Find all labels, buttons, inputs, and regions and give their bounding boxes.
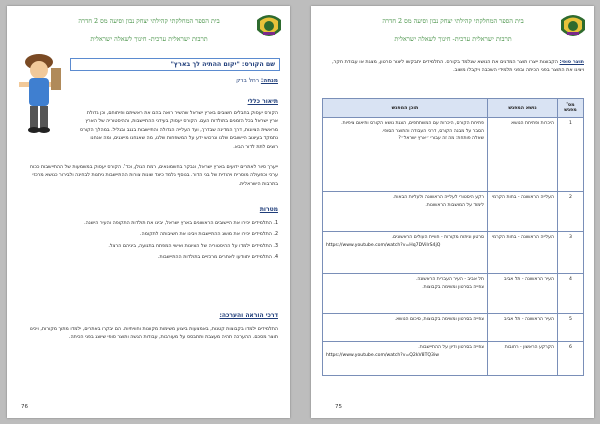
meeting-topic: העלייה הראשונה - בחות הקרמי (488, 232, 558, 274)
cartoon-character-icon (9, 48, 67, 140)
header-meeting-content: תוכן המפגש (323, 99, 488, 118)
content-line: סרטון וניתוח מקורות - חוויית העולים הראשונים. (391, 235, 484, 240)
table-header-row (323, 99, 584, 118)
school-logo-icon (558, 12, 588, 42)
goals-list (28, 220, 278, 266)
content-line: פתיחת הקורס, היכרות עם המשתתפים, הצגת נושא הקורס ותיאום ציפיות. (341, 121, 484, 126)
page-number: 75 (335, 404, 342, 410)
meeting-number: 5 (558, 314, 584, 342)
goal-item: 4. התלמידים יתוודעו לאתרים מרכזיים בתולדות ההתיישבות. (157, 255, 278, 261)
meeting-number: 2 (558, 192, 584, 232)
meeting-topic: העיר הראשונה - תל אביב (488, 274, 558, 314)
meeting-content (323, 118, 488, 192)
goal-item: 2. התלמידים יכירו את מושג ההתיישבות ויבינו את חשיבותה לתקומה. (139, 232, 278, 238)
content-line: שאלה פותחת: מה זה עבורי ״ארץ ישראל״? (398, 136, 484, 142)
goals-heading: מטרות (259, 206, 278, 213)
meeting-topic: העיר הראשונה - תל אביב (488, 314, 558, 342)
meeting-number: 6 (558, 342, 584, 376)
goal-item: 3. התלמידים ילמדו על ההיסטוריה של הציונות ואישי המפתח בתנועה, ביניהם הרצל. (108, 243, 278, 249)
header-meeting-topic: נושא המפגש (488, 99, 558, 118)
table-row (323, 192, 584, 232)
header-meeting-number: מס' מפגש (558, 99, 584, 118)
general-heading: תיאור כללי (247, 98, 278, 105)
guide-label: מנחה: (260, 78, 278, 84)
goal-item: 1. התלמידים יכירו את היישובים הראשונים בארץ ישראל, יבינו את תולדות התקופה והעיר הישנה. (84, 221, 278, 226)
header-subtitle: תרבות ישראלית ערכית- חינוך לשאלה ישראלית (90, 35, 208, 43)
school-logo-icon (254, 12, 284, 42)
page-header (317, 12, 588, 46)
header-subtitle: תרבות ישראלית ערכית- חינוך לשאלה ישראלית (394, 35, 512, 43)
header-school-name: בית הספר המחלקתי קהילתי יצחק נבון וסיעה מס 2 חדרה (382, 17, 524, 25)
table-row (323, 274, 584, 314)
meeting-content (323, 342, 488, 376)
table-row (323, 118, 584, 192)
meeting-topic: העלייה הראשונה - בחות הקרמי (488, 192, 558, 232)
course-guide (236, 78, 278, 84)
table-row (323, 232, 584, 274)
meeting-number: 1 (558, 118, 584, 192)
meeting-content (323, 232, 488, 274)
meeting-content (323, 192, 488, 232)
final-product-label: תוצר סופי: (559, 59, 584, 65)
document-page-75 (311, 6, 594, 418)
general-text: הקורס יעסוק בחבלים חשובים בארץ ישראל שהשיר רואה בהם את ראשיתם ופיתוחם, וכן גדולת ארץ ישראל בכל הזמנים בתולדות העם. הקורס יעסוק בעידני ההתיישבות, וההיסטוריה של הארץ מראשית הציונות, דרך המדינה שבדרך, ועד העלייה הגדולה והתיישבות בנגב ובגליל. במהלך הקורס נתמקד בעיצוב היישובים שלנו ונרכוש ידע על המשפחות שלנו, מה שאנחנו מייצגים, ומה אנחנו רוצים לתת לדור הבא. (79, 111, 278, 150)
youtube-link[interactable]: https://www.youtube.com/watch?v=Q2kV8TQ3iw (326, 352, 439, 358)
general-text-2: ייערך סיור לאתרים ידועים בארץ ישראל, ונבקר בחשמונאים, רמת הגולן, וכד'. הקורס יעסוק במשמעות של ההתיישבות ככוח ערכי וכפעולה מוסרית ויהודית של בני הדור. בנוסף נלמד כיצד שונות צורות ההתיישבות ניתנות לבחינה ולבירור כנושא מרכזי בתרבות הישראלית. (29, 165, 278, 187)
content-line: צפייה בסרטון ומשימה בקבוצות, סיכום הנושא. (394, 317, 484, 322)
content-line: הסבר על מבנה הקורס, דרכי העבודה והתוצר הסופי. (381, 128, 484, 134)
final-product-text (322, 58, 584, 74)
page-header (13, 12, 284, 46)
final-product-body: הקבוצות ייצרו תוצר המדגים את הנושא שנלמד בקורס. התלמידים יתבקשו ליצור סרטון, מצגת או עבודת חקר, ויציגו את התוצר בפני הכיתה ובפני תלמידי השכבה ויקבלו משוב. (332, 59, 584, 74)
header-school-name: בית הספר המחלקתי קהילתי יצחק נבון וסיעה מס 2 חדרה (78, 17, 220, 25)
meeting-content (323, 314, 488, 342)
guide-name: רחל ברק (236, 78, 260, 84)
content-line: לימוד על המושבות הראשונות. (425, 202, 484, 208)
meeting-content (323, 274, 488, 314)
teaching-text: התלמידים ילמדו בקבוצות קטנות, באמצעות ביצוע משימות מקוונות וחוויתיות. הם יבקרו באתרים, ילמדו מתוך מקורות, ויכינו תוצר מסכם. ההערכה תהיה מעצבת ותתבסס על מעורבות, עבודות הגשה ותוצר סופי שיוצג בפני הכיתה. (29, 327, 278, 341)
document-page-76 (7, 6, 290, 418)
meeting-topic: הקרקע הראשון - רחובות (488, 342, 558, 376)
table-row (323, 314, 584, 342)
youtube-link[interactable]: https://www.youtube.com/watch?v=Hq7DViIrS4jQ (326, 242, 441, 248)
content-line: צפייה בסרטון ומשימה בקבוצות. (422, 284, 484, 290)
content-line: תל אביב - העיר העברית הראשונה. (415, 277, 484, 282)
meeting-number: 4 (558, 274, 584, 314)
table-row (323, 342, 584, 376)
course-title: שם הקורס: "יקום ההתיה לך בארץ" (70, 58, 280, 71)
content-line: רקע היסטורי לעלייה הראשונה ולעליות הבאות. (392, 195, 484, 200)
meetings-table (322, 98, 584, 376)
meeting-topic: היכרות ופתיחת הנושא (488, 118, 558, 192)
teaching-heading: דרכי הוראה והערכה: (219, 312, 278, 319)
content-line: צפייה בסרטון ודיון על ההתיישבות. (418, 345, 484, 350)
meeting-number: 3 (558, 232, 584, 274)
page-number: 76 (21, 404, 28, 410)
